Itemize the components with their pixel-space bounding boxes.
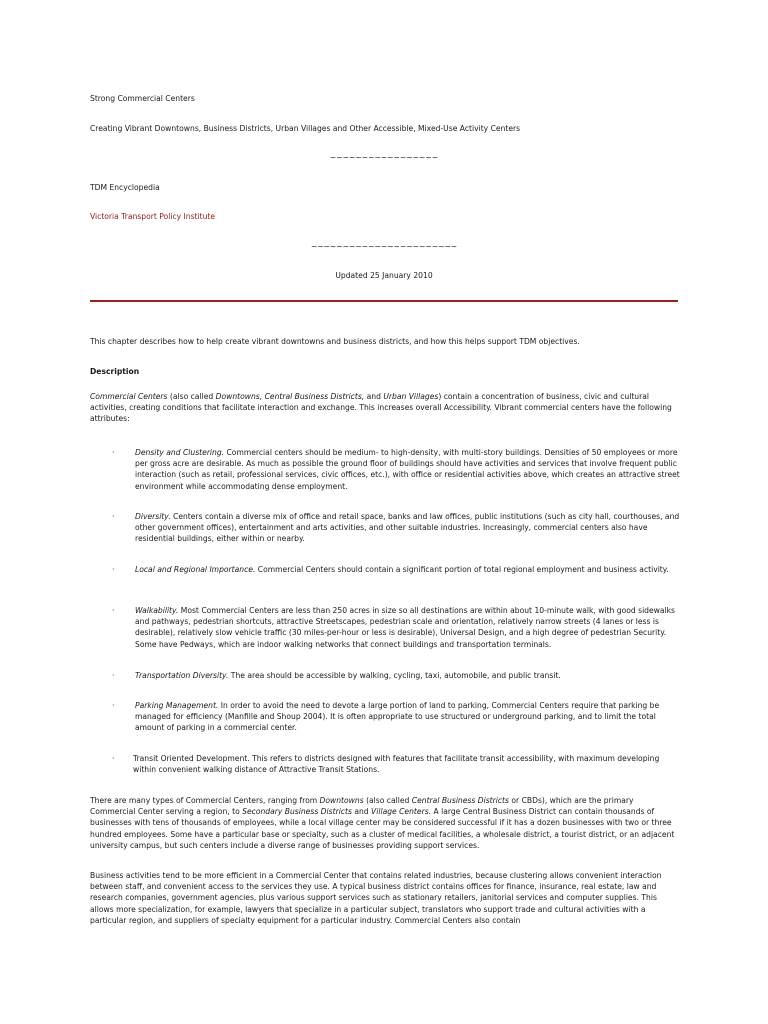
attribute-walkability: Walkability. Most Commercial Centers are less than 250 acres in size so all destinations are within about 10-minute walk, with good sidewalks and pathways, pedestrian shortcuts, attractive Streetscapes, pedestrian scale and orientation, relatively narrow streets (4 lanes or less is desirable), relatively slow vehicle traffic (30 miles-per-hour or less is desirable), Universal Design, and a high degree of pedestrian Security. Some have Pedways, which are indoor walking networks that connect buildings and transportation terminals. <box>135 606 676 649</box>
intro-paragraph: This chapter describes how to help create vibrant downtowns and business districts, and how this helps support TDM objectives. <box>90 337 580 346</box>
separator-top: ~~~~~~~~~~~~~~~~~ <box>329 153 439 162</box>
attribute-transportation-diversity: Transportation Diversity. The area should be accessible by walking, cycling, taxi, automobile, and public transit. <box>135 671 561 680</box>
bullet-marker: · <box>112 701 115 710</box>
separator-bottom: ~~~~~~~~~~~~~~~~~~~~~~~ <box>310 242 458 251</box>
bullet-marker: · <box>112 565 115 574</box>
commercial-center-types-paragraph: There are many types of Commercial Centers, ranging from Downtowns (also called Central Business Districts or CBDs), which are the primary Commercial Center serving a region, to Secondary Business Districts and Village Centers. A large Central Business District can contain thousands of businesses with tens of thousands of employees, while a local village center may be considered successful if it has a dozen businesses with two or three hundred employees. Some have a particular base or specialty, such as a cluster of medical facilities, a wholesale district, a tourist district, or an adjacent university campus, but such centers include a diverse range of businesses providing support services. <box>90 796 675 850</box>
bullet-marker: · <box>112 754 115 763</box>
document-subtitle: Creating Vibrant Downtowns, Business Districts, Urban Villages and Other Accessible, Mixed-Use Activity Centers <box>90 124 521 133</box>
document-title: Strong Commercial Centers <box>90 94 195 103</box>
business-efficiency-paragraph: Business activities tend to be more efficient in a Commercial Center that contains related industries, because clustering allows convenient interaction between staff, and convenient access to the services they use. A typical business district contains offices for finance, insurance, real estate, law and research companies, government agencies, plus various support services such as stationary retailers, janitorial services and computer supplies. This allows more specialization, for example, lawyers that specialize in a particular subject, translators who support trade and cultural activities with a particular region, and suppliers of specialty equipment for a particular industry. Commercial Centers also contain <box>90 871 662 925</box>
attribute-regional-importance: Local and Regional Importance. Commercial Centers should contain a significant portion of total regional employment and business activity. <box>135 565 669 574</box>
attribute-density: Density and Clustering. Commercial centers should be medium- to high-density, with multi-story buildings. Densities of 50 employees or more per gross acre are desirable. As much as possible the ground floor of buildings should have activities and services that involve frequent public interaction (such as retail, professional services, civic offices, etc.), with office or residential activities above, which creates an attractive street environment while accommodating dense employment. <box>135 448 680 491</box>
bullet-marker: · <box>112 512 115 521</box>
desc-term-commercial-centers: Commercial Centers <box>90 392 168 401</box>
bullet-marker: · <box>112 448 115 457</box>
attribute-diversity: Diversity. Centers contain a diverse mix of office and retail space, banks and law offices, public institutions (such as city hall, courthouses, and other government offices), entertainment and arts activities, and other suitable industries. Increasingly, commercial centers also have residential buildings, either within or nearby. <box>135 512 680 544</box>
attribute-transit-oriented: Transit Oriented Development. This refers to districts designed with features that facilitate transit accessibility, with maximum developing within convenient walking distance of Attractive Transit Stations. <box>133 754 660 775</box>
attribute-parking-management: Parking Management. In order to avoid the need to devote a large portion of land to parking, Commercial Centers require that parking be managed for efficiency (Manfille and Shoup 2004). It is often appropriate to use structured or underground parking, and to limit the total amount of parking in a commercial center. <box>135 701 660 733</box>
description-heading: Description <box>90 367 140 376</box>
bullet-marker: · <box>112 606 115 615</box>
header-rule <box>90 300 678 302</box>
updated-date: Updated 25 January 2010 <box>335 271 433 280</box>
description-paragraph: Commercial Centers (also called Downtowns, Central Business Districts, and Urban Villages) contain a concentration of business, civic and cultural activities, creating conditions that facilitate interaction and exchange. This increases overall Accessibility. Vibrant commercial centers have the following attributes: <box>90 392 672 424</box>
bullet-marker: · <box>112 671 115 680</box>
institute-link[interactable]: Victoria Transport Policy Institute <box>90 212 216 221</box>
encyclopedia-label: TDM Encyclopedia <box>90 183 160 192</box>
